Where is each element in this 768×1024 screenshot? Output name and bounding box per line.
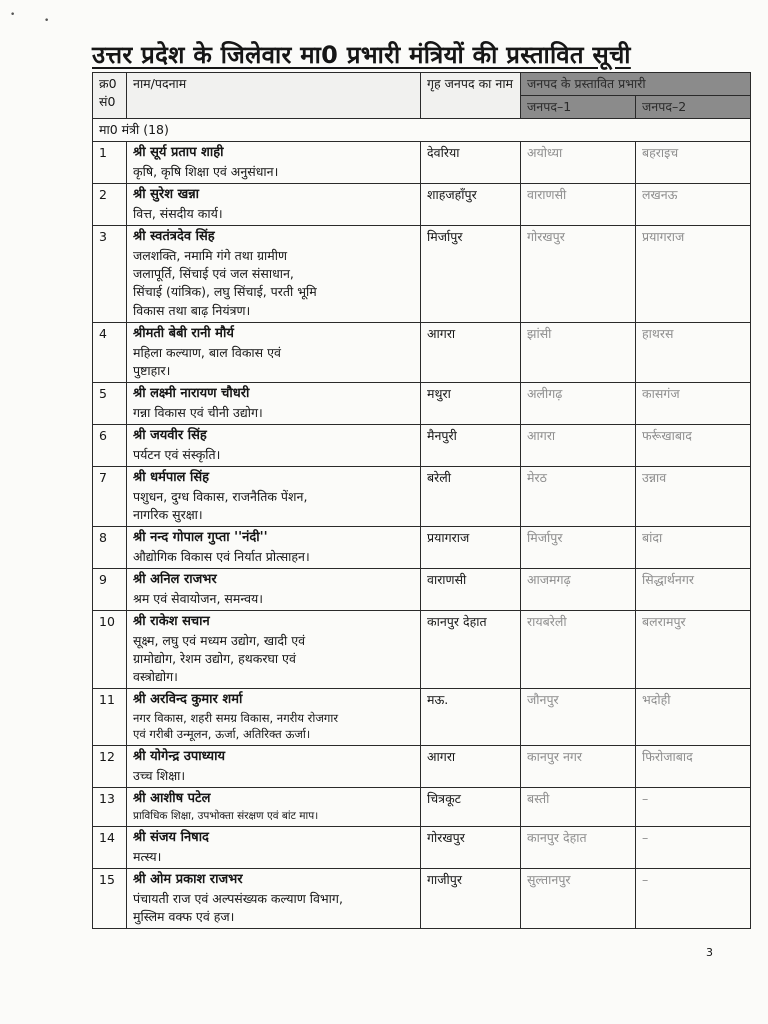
proposed-district-1: झांसी: [521, 322, 636, 382]
home-district: मथुरा: [421, 382, 521, 424]
minister-cell: [127, 424, 421, 466]
row-number: 10: [93, 610, 127, 688]
minister-name: श्री लक्ष्मी नारायण चौधरी: [133, 385, 250, 401]
home-district: बरेली: [421, 466, 521, 526]
home-district: प्रयागराज: [421, 526, 521, 568]
table-row: [93, 788, 751, 827]
row-number: 3: [93, 226, 127, 322]
minister-portfolio: गन्ना विकास एवं चीनी उद्योग।: [133, 404, 263, 420]
minister-name: श्री स्वतंत्रदेव सिंह: [133, 229, 215, 245]
minister-portfolio: नागरिक सुरक्षा।: [133, 506, 203, 522]
proposed-district-1: कानपुर नगर: [521, 746, 636, 788]
minister-cell: [127, 827, 421, 869]
proposed-district-1: अयोध्या: [521, 142, 636, 184]
minister-portfolio: पर्यटन एवं संस्कृति।: [133, 446, 221, 462]
proposed-district-1: मेरठ: [521, 466, 636, 526]
table-row: [93, 226, 751, 322]
minister-name: श्री ओम प्रकाश राजभर: [133, 872, 243, 888]
table-row: [93, 382, 751, 424]
home-district: मऊ.: [421, 688, 521, 745]
minister-portfolio: प्राविधिक शिक्षा, उपभोक्ता संरक्षण एवं बांट माप।: [133, 809, 319, 822]
table-row: [93, 610, 751, 688]
row-number: 13: [93, 788, 127, 827]
minister-portfolio: औद्योगिक विकास एवं निर्यात प्रोत्साहन।: [133, 548, 310, 564]
proposed-district-1: रायबरेली: [521, 610, 636, 688]
table-row: [93, 746, 751, 788]
minister-cell: [127, 526, 421, 568]
proposed-district-2: उन्नाव: [636, 466, 751, 526]
row-number: 5: [93, 382, 127, 424]
proposed-district-2: भदोही: [636, 688, 751, 745]
home-district: मैनपुरी: [421, 424, 521, 466]
proposed-district-1: जौनपुर: [521, 688, 636, 745]
table-row: [93, 827, 751, 869]
minister-cell: [127, 382, 421, 424]
proposed-district-2: बांदा: [636, 526, 751, 568]
proposed-district-2: बलरामपुर: [636, 610, 751, 688]
row-number: 14: [93, 827, 127, 869]
minister-name: श्री सुरेश खन्ना: [133, 187, 199, 203]
minister-portfolio: श्रम एवं सेवायोजन, समन्वय।: [133, 590, 264, 606]
table-row: [93, 568, 751, 610]
proposed-district-1: बस्ती: [521, 788, 636, 827]
proposed-district-1: मिर्जापुर: [521, 526, 636, 568]
proposed-district-2: फर्रूखाबाद: [636, 424, 751, 466]
home-district: चित्रकूट: [421, 788, 521, 827]
proposed-district-2: सिद्धार्थनगर: [636, 568, 751, 610]
row-number: 9: [93, 568, 127, 610]
scan-dot: •: [44, 16, 50, 26]
header-proposed-incharge: जनपद के प्रस्तावित प्रभारी: [521, 73, 751, 96]
header-district-1: जनपद–1: [521, 96, 636, 119]
header-district-2: जनपद–2: [636, 96, 751, 119]
home-district: आगरा: [421, 322, 521, 382]
minister-portfolio: मत्स्य।: [133, 849, 162, 864]
home-district: आगरा: [421, 746, 521, 788]
minister-cell: [127, 869, 421, 929]
minister-cell: [127, 610, 421, 688]
minister-portfolio: पशुधन, दुग्ध विकास, राजनैतिक पेंशन,: [133, 488, 308, 504]
home-district: शाहजहाँपुर: [421, 184, 521, 226]
minister-name: श्री अरविन्द कुमार शर्मा: [133, 691, 243, 707]
page-title: उत्तर प्रदेश के जिलेवार मा0 प्रभारी मंत्रियों की प्रस्तावित सूची: [92, 41, 631, 69]
table-row: [93, 466, 751, 526]
minister-name: श्री सूर्य प्रताप शाही: [133, 145, 224, 161]
home-district: गोरखपुर: [421, 827, 521, 869]
proposed-district-1: गोरखपुर: [521, 226, 636, 322]
table-row: [93, 869, 751, 929]
minister-name: श्रीमती बेबी रानी मौर्य: [133, 325, 234, 341]
minister-cell: [127, 788, 421, 827]
minister-name: श्री नन्द गोपाल गुप्ता ''नंदी'': [133, 529, 268, 545]
minister-portfolio: पुष्टाहार।: [133, 362, 171, 378]
proposed-district-2: प्रयागराज: [636, 226, 751, 322]
section-heading: मा0 मंत्री (18): [93, 119, 751, 142]
proposed-district-1: अलीगढ़: [521, 382, 636, 424]
minister-portfolio: ग्रामोद्योग, रेशम उद्योग, हथकरघा एवं: [133, 650, 296, 666]
proposed-district-2: फिरोजाबाद: [636, 746, 751, 788]
home-district: देवरिया: [421, 142, 521, 184]
minister-cell: [127, 568, 421, 610]
row-number: 15: [93, 869, 127, 929]
proposed-district-2: –: [636, 869, 751, 929]
row-number: 6: [93, 424, 127, 466]
minister-cell: [127, 466, 421, 526]
minister-portfolio: जलापूर्ति, सिंचाई एवं जल संसाधान,: [133, 266, 294, 282]
row-number: 1: [93, 142, 127, 184]
minister-name: श्री आशीष पटेल: [133, 791, 211, 807]
home-district: गाजीपुर: [421, 869, 521, 929]
minister-name: श्री जयवीर सिंह: [133, 427, 207, 443]
proposed-district-2: हाथरस: [636, 322, 751, 382]
minister-portfolio: विकास तथा बाढ़ नियंत्रण।: [133, 302, 251, 318]
proposed-district-1: आजमगढ़: [521, 568, 636, 610]
minister-cell: [127, 142, 421, 184]
row-number: 12: [93, 746, 127, 788]
minister-portfolio: सूक्ष्म, लघु एवं मध्यम उद्योग, खादी एवं: [133, 632, 306, 648]
minister-portfolio: सिंचाई (यांत्रिक), लघु सिंचाई, परती भूमि: [133, 284, 317, 300]
ministers-table: [92, 72, 751, 929]
home-district: मिर्जापुर: [421, 226, 521, 322]
minister-portfolio: उच्च शिक्षा।: [133, 767, 186, 783]
proposed-district-1: आगरा: [521, 424, 636, 466]
minister-cell: [127, 226, 421, 322]
table-row: [93, 526, 751, 568]
proposed-district-2: कासगंज: [636, 382, 751, 424]
proposed-district-1: सुल्तानपुर: [521, 869, 636, 929]
table-row: [93, 184, 751, 226]
header-name: नाम/पदनाम: [127, 73, 421, 119]
proposed-district-2: बहराइच: [636, 142, 751, 184]
minister-portfolio: पंचायती राज एवं अल्पसंख्यक कल्याण विभाग,: [133, 890, 343, 906]
minister-cell: [127, 746, 421, 788]
minister-portfolio: मुस्लिम वक्फ एवं हज।: [133, 909, 235, 925]
row-number: 7: [93, 466, 127, 526]
row-number: 11: [93, 688, 127, 745]
minister-cell: [127, 322, 421, 382]
proposed-district-1: कानपुर देहात: [521, 827, 636, 869]
minister-portfolio: नगर विकास, शहरी समग्र विकास, नगरीय रोजगार: [133, 710, 339, 725]
row-number: 8: [93, 526, 127, 568]
minister-name: श्री अनिल राजभर: [133, 571, 217, 587]
proposed-district-2: लखनऊ: [636, 184, 751, 226]
home-district: कानपुर देहात: [421, 610, 521, 688]
table-row: [93, 688, 751, 745]
minister-portfolio: जलशक्ति, नमामि गंगे तथा ग्रामीण: [133, 248, 288, 264]
minister-name: श्री संजय निषाद: [133, 830, 209, 846]
scan-dot: •: [10, 10, 16, 20]
page-number: 3: [706, 946, 713, 959]
proposed-district-1: वाराणसी: [521, 184, 636, 226]
row-number: 4: [93, 322, 127, 382]
minister-portfolio: वस्त्रोद्योग।: [133, 668, 178, 684]
minister-portfolio: वित्त, संसदीय कार्य।: [133, 206, 223, 222]
table-row: [93, 424, 751, 466]
minister-name: श्री धर्मपाल सिंह: [133, 469, 210, 485]
minister-portfolio: कृषि, कृषि शिक्षा एवं अनुसंधान।: [133, 164, 279, 180]
table-row: [93, 142, 751, 184]
row-number: 2: [93, 184, 127, 226]
minister-portfolio: महिला कल्याण, बाल विकास एवं: [133, 344, 281, 360]
table-row: [93, 322, 751, 382]
proposed-district-2: –: [636, 788, 751, 827]
minister-cell: [127, 688, 421, 745]
minister-portfolio: एवं गरीबी उन्मूलन, ऊर्जा, अतिरिक्त ऊर्जा।: [133, 727, 311, 742]
home-district: वाराणसी: [421, 568, 521, 610]
minister-name: श्री योगेन्द्र उपाध्याय: [133, 749, 225, 765]
proposed-district-2: –: [636, 827, 751, 869]
minister-cell: [127, 184, 421, 226]
minister-name: श्री राकेश सचान: [133, 613, 210, 629]
header-home-district: गृह जनपद का नाम: [421, 73, 521, 119]
header-sno: क्र0 सं0: [93, 73, 127, 119]
